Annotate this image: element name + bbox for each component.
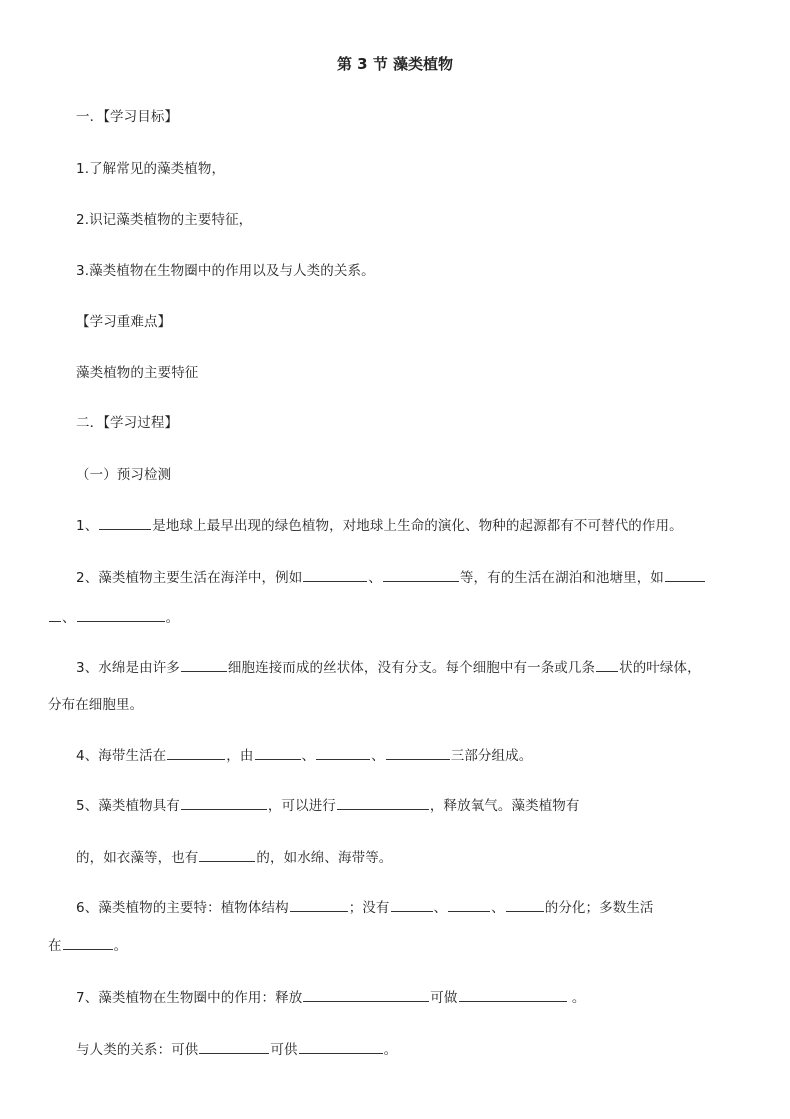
question-2 (76, 568, 706, 587)
q6-text-c: 、 (433, 900, 448, 916)
q5-blank-3[interactable] (199, 848, 255, 862)
q4-blank-3[interactable] (316, 746, 370, 760)
goal-2: 2.识记藻类植物的主要特征， (76, 212, 253, 228)
q7-text-d: 与人类的关系：可供 (76, 1042, 199, 1058)
q4-blank-1[interactable] (167, 746, 225, 760)
q4-text-e: 三部分组成。 (450, 748, 533, 764)
question-5 (76, 796, 580, 815)
goal-1: 1.了解常见的藻类植物， (76, 161, 226, 177)
q6-blank-4[interactable] (506, 898, 544, 912)
q7-text-a: 7、藻类植物在生物圈中的作用：释放 (76, 990, 303, 1006)
q5-text-a: 5、藻类植物具有 (76, 798, 180, 814)
q6-text-b: ；没有 (348, 900, 390, 916)
question-6-cont (48, 936, 127, 955)
goals-heading: 一．【学习目标】 (76, 109, 179, 125)
q6-text-g: 。 (113, 938, 128, 954)
q6-text-f: 在 (48, 938, 62, 954)
q2-blank-2[interactable] (383, 568, 459, 582)
q6-blank-3[interactable] (448, 898, 490, 912)
question-3-cont: 分布在细胞里。 (48, 697, 144, 713)
q2-text-e: 。 (165, 610, 180, 626)
q6-text-e: 的分化；多数生活 (544, 900, 654, 916)
key-text: 藻类植物的主要特征 (76, 365, 199, 381)
q7-blank-1[interactable] (303, 988, 429, 1002)
question-5-cont (76, 848, 392, 867)
q6-blank-2[interactable] (391, 898, 433, 912)
question-4 (76, 746, 532, 765)
q3-text-b: 细胞连接而成的丝状体，没有分支。每个细胞中有一条或几条 (227, 660, 596, 676)
q4-text-b: ，由 (226, 748, 254, 764)
q5-text-e: 的，如水绵、海带等。 (256, 850, 393, 866)
q2-text-d: 、 (62, 610, 76, 626)
q4-blank-2[interactable] (255, 746, 301, 760)
q5-text-b: ，可以进行 (267, 798, 336, 814)
q7-text-e: 可供 (270, 1042, 298, 1058)
q7-text-f: 。 (383, 1042, 398, 1058)
q6-text-d: 、 (491, 900, 505, 916)
question-7 (76, 988, 586, 1007)
process-heading: 二．【学习过程】 (76, 415, 179, 431)
q3-text-a: 3、水绵是由许多 (76, 660, 180, 676)
question-1 (76, 516, 683, 535)
question-7-cont (76, 1040, 397, 1059)
q4-text-a: 4、海带生活在 (76, 748, 167, 764)
question-3 (76, 658, 701, 677)
q7-blank-3[interactable] (199, 1040, 269, 1054)
key-heading: 【学习重难点】 (76, 314, 172, 330)
q3-text-c: 状的叶绿体， (619, 660, 701, 676)
question-2-cont (48, 608, 179, 627)
q2-text-c: 等，有的生活在湖泊和池塘里，如 (459, 570, 664, 586)
q7-blank-4[interactable] (299, 1040, 383, 1054)
q5-blank-1[interactable] (181, 796, 267, 810)
q5-text-d: 的，如衣藻等，也有 (76, 850, 199, 866)
q3-blank-2[interactable] (596, 658, 618, 672)
q6-blank-5[interactable] (63, 936, 113, 950)
q7-text-c: 。 (571, 990, 586, 1006)
goal-3: 3.藻类植物在生物圈中的作用以及与人类的关系。 (76, 263, 375, 279)
question-6 (76, 898, 654, 917)
q6-blank-1[interactable] (290, 898, 348, 912)
q2-blank-3[interactable] (665, 568, 705, 582)
q5-blank-2[interactable] (337, 796, 429, 810)
q4-text-c: 、 (301, 748, 316, 764)
q2-blank-1[interactable] (303, 568, 367, 582)
q7-text-b: 可做 (430, 990, 458, 1006)
q2-text-b: 、 (368, 570, 382, 586)
q6-text-a: 6、藻类植物的主要特：植物体结构 (76, 900, 289, 916)
q5-text-c: ，释放氧气。藻类植物有 (429, 798, 580, 814)
q7-blank-2[interactable] (459, 988, 567, 1002)
q2-blank-3-cont[interactable] (49, 608, 61, 622)
q4-blank-4[interactable] (386, 746, 450, 760)
q1-blank-1[interactable] (99, 516, 151, 530)
q3-blank-1[interactable] (181, 658, 227, 672)
q2-text-a: 2、藻类植物主要生活在海洋中，例如 (76, 570, 303, 586)
page-title: 第 3 节 藻类植物 (336, 55, 454, 73)
q4-text-d: 、 (371, 748, 385, 764)
q1-text-b: 是地球上最早出现的绿色植物，对地球上生命的演化、物种的起源都有不可替代的作用。 (152, 518, 683, 534)
q1-text-a: 1、 (76, 518, 99, 534)
q2-blank-4[interactable] (77, 608, 165, 622)
preview-heading: （一）预习检测 (76, 467, 172, 483)
